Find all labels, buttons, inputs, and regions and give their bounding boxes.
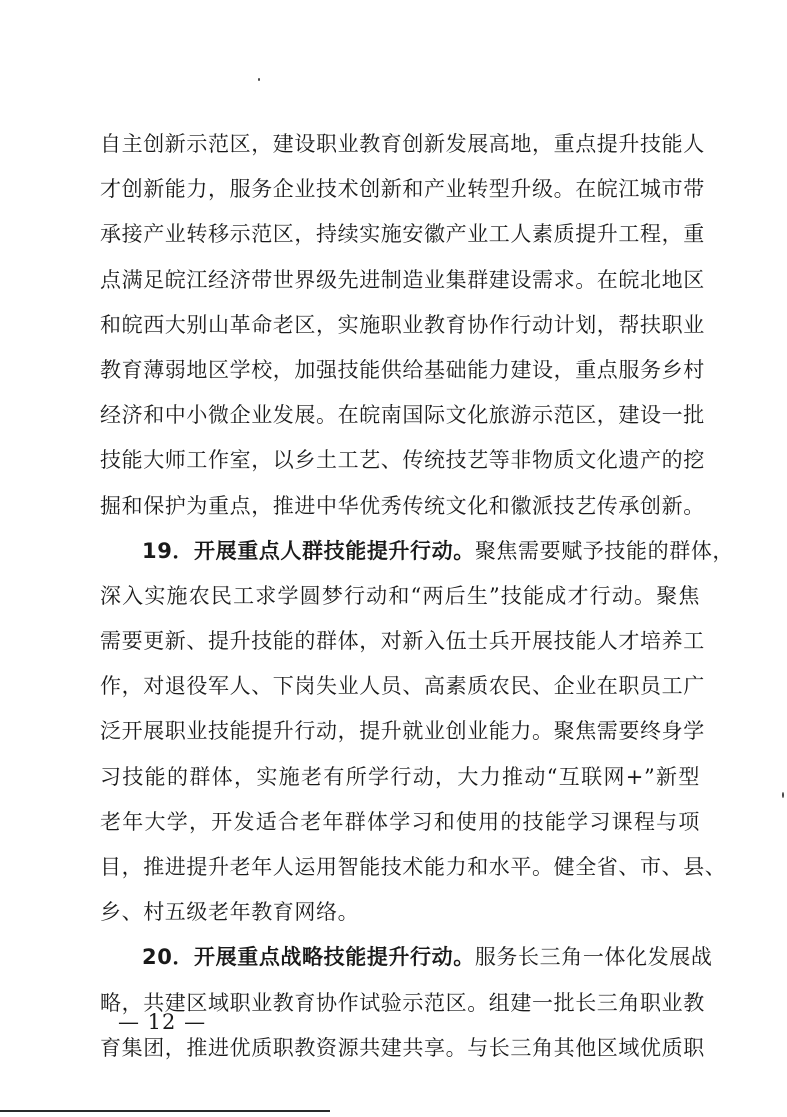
text-line: 掘和保护为重点，推进中华优秀传统文化和徽派技艺传承创新。	[100, 493, 705, 518]
section-heading-20: 20．开展重点战略技能提升行动。	[142, 945, 475, 970]
scan-speck	[258, 78, 260, 81]
text-line: 目，推进提升老年人运用智能技术能力和水平。健全省、市、县、	[100, 855, 727, 879]
text-line: 经济和中小微企业发展。在皖南国际文化旅游示范区，建设一批	[100, 403, 705, 428]
body-text	[100, 122, 735, 1071]
text-line: 乡、村五级老年教育网络。	[100, 900, 360, 925]
paragraph-first-line	[100, 529, 735, 574]
text-line: 泛开展职业技能提升行动，提升就业创业能力。聚焦需要终身学	[100, 719, 705, 744]
text-line: 略，共建区域职业教育协作试验示范区。组建一批长三角职业教	[100, 990, 705, 1015]
text-line: 才创新能力，服务企业技术创新和产业转型升级。在皖江城市带	[100, 177, 705, 202]
text-line: 需要更新、提升技能的群体，对新入伍士兵开展技能人才培养工	[100, 629, 705, 654]
text-line: 和皖西大别山革命老区，实施职业教育协作行动计划，帮扶职业	[100, 312, 705, 337]
text-line: 点满足皖江经济带世界级先进制造业集群建设需求。在皖北地区	[100, 267, 705, 292]
text-line: 自主创新示范区，建设职业教育创新发展高地，重点提升技能人	[100, 132, 705, 156]
text-line: 作，对退役军人、下岗失业人员、高素质农民、企业在职员工广	[100, 674, 705, 699]
text-line: 老年大学，开发适合老年群体学习和使用的技能学习课程与项	[100, 809, 700, 834]
text-line: 技能大师工作室，以乡土工艺、传统技艺等非物质文化遗产的挖	[100, 448, 705, 473]
page-number: — 12 —	[118, 1010, 207, 1034]
paragraph-first-line	[100, 935, 713, 980]
text-line: 育集团，推进优质职教资源共建共享。与长三角其他区域优质职	[100, 1035, 705, 1060]
scan-speck	[782, 792, 784, 798]
text-line: 承接产业转移示范区，持续实施安徽产业工人素质提升工程，重	[100, 222, 705, 247]
text-line: 深入实施农民工求学圆梦行动和“两后生”技能成才行动。聚焦	[100, 583, 700, 608]
text-run: 聚焦需要赋予技能的群体，	[474, 538, 735, 563]
text-line: 教育薄弱地区学校，加强技能供给基础能力建设，重点服务乡村	[100, 357, 705, 382]
text-line: 习技能的群体，实施老有所学行动，大力推动“互联网+”新型	[100, 764, 700, 789]
text-run: 服务长三角一体化发展战	[474, 945, 713, 970]
section-heading-19: 19．开展重点人群技能提升行动。	[142, 538, 475, 563]
scan-edge-line	[0, 1110, 330, 1112]
